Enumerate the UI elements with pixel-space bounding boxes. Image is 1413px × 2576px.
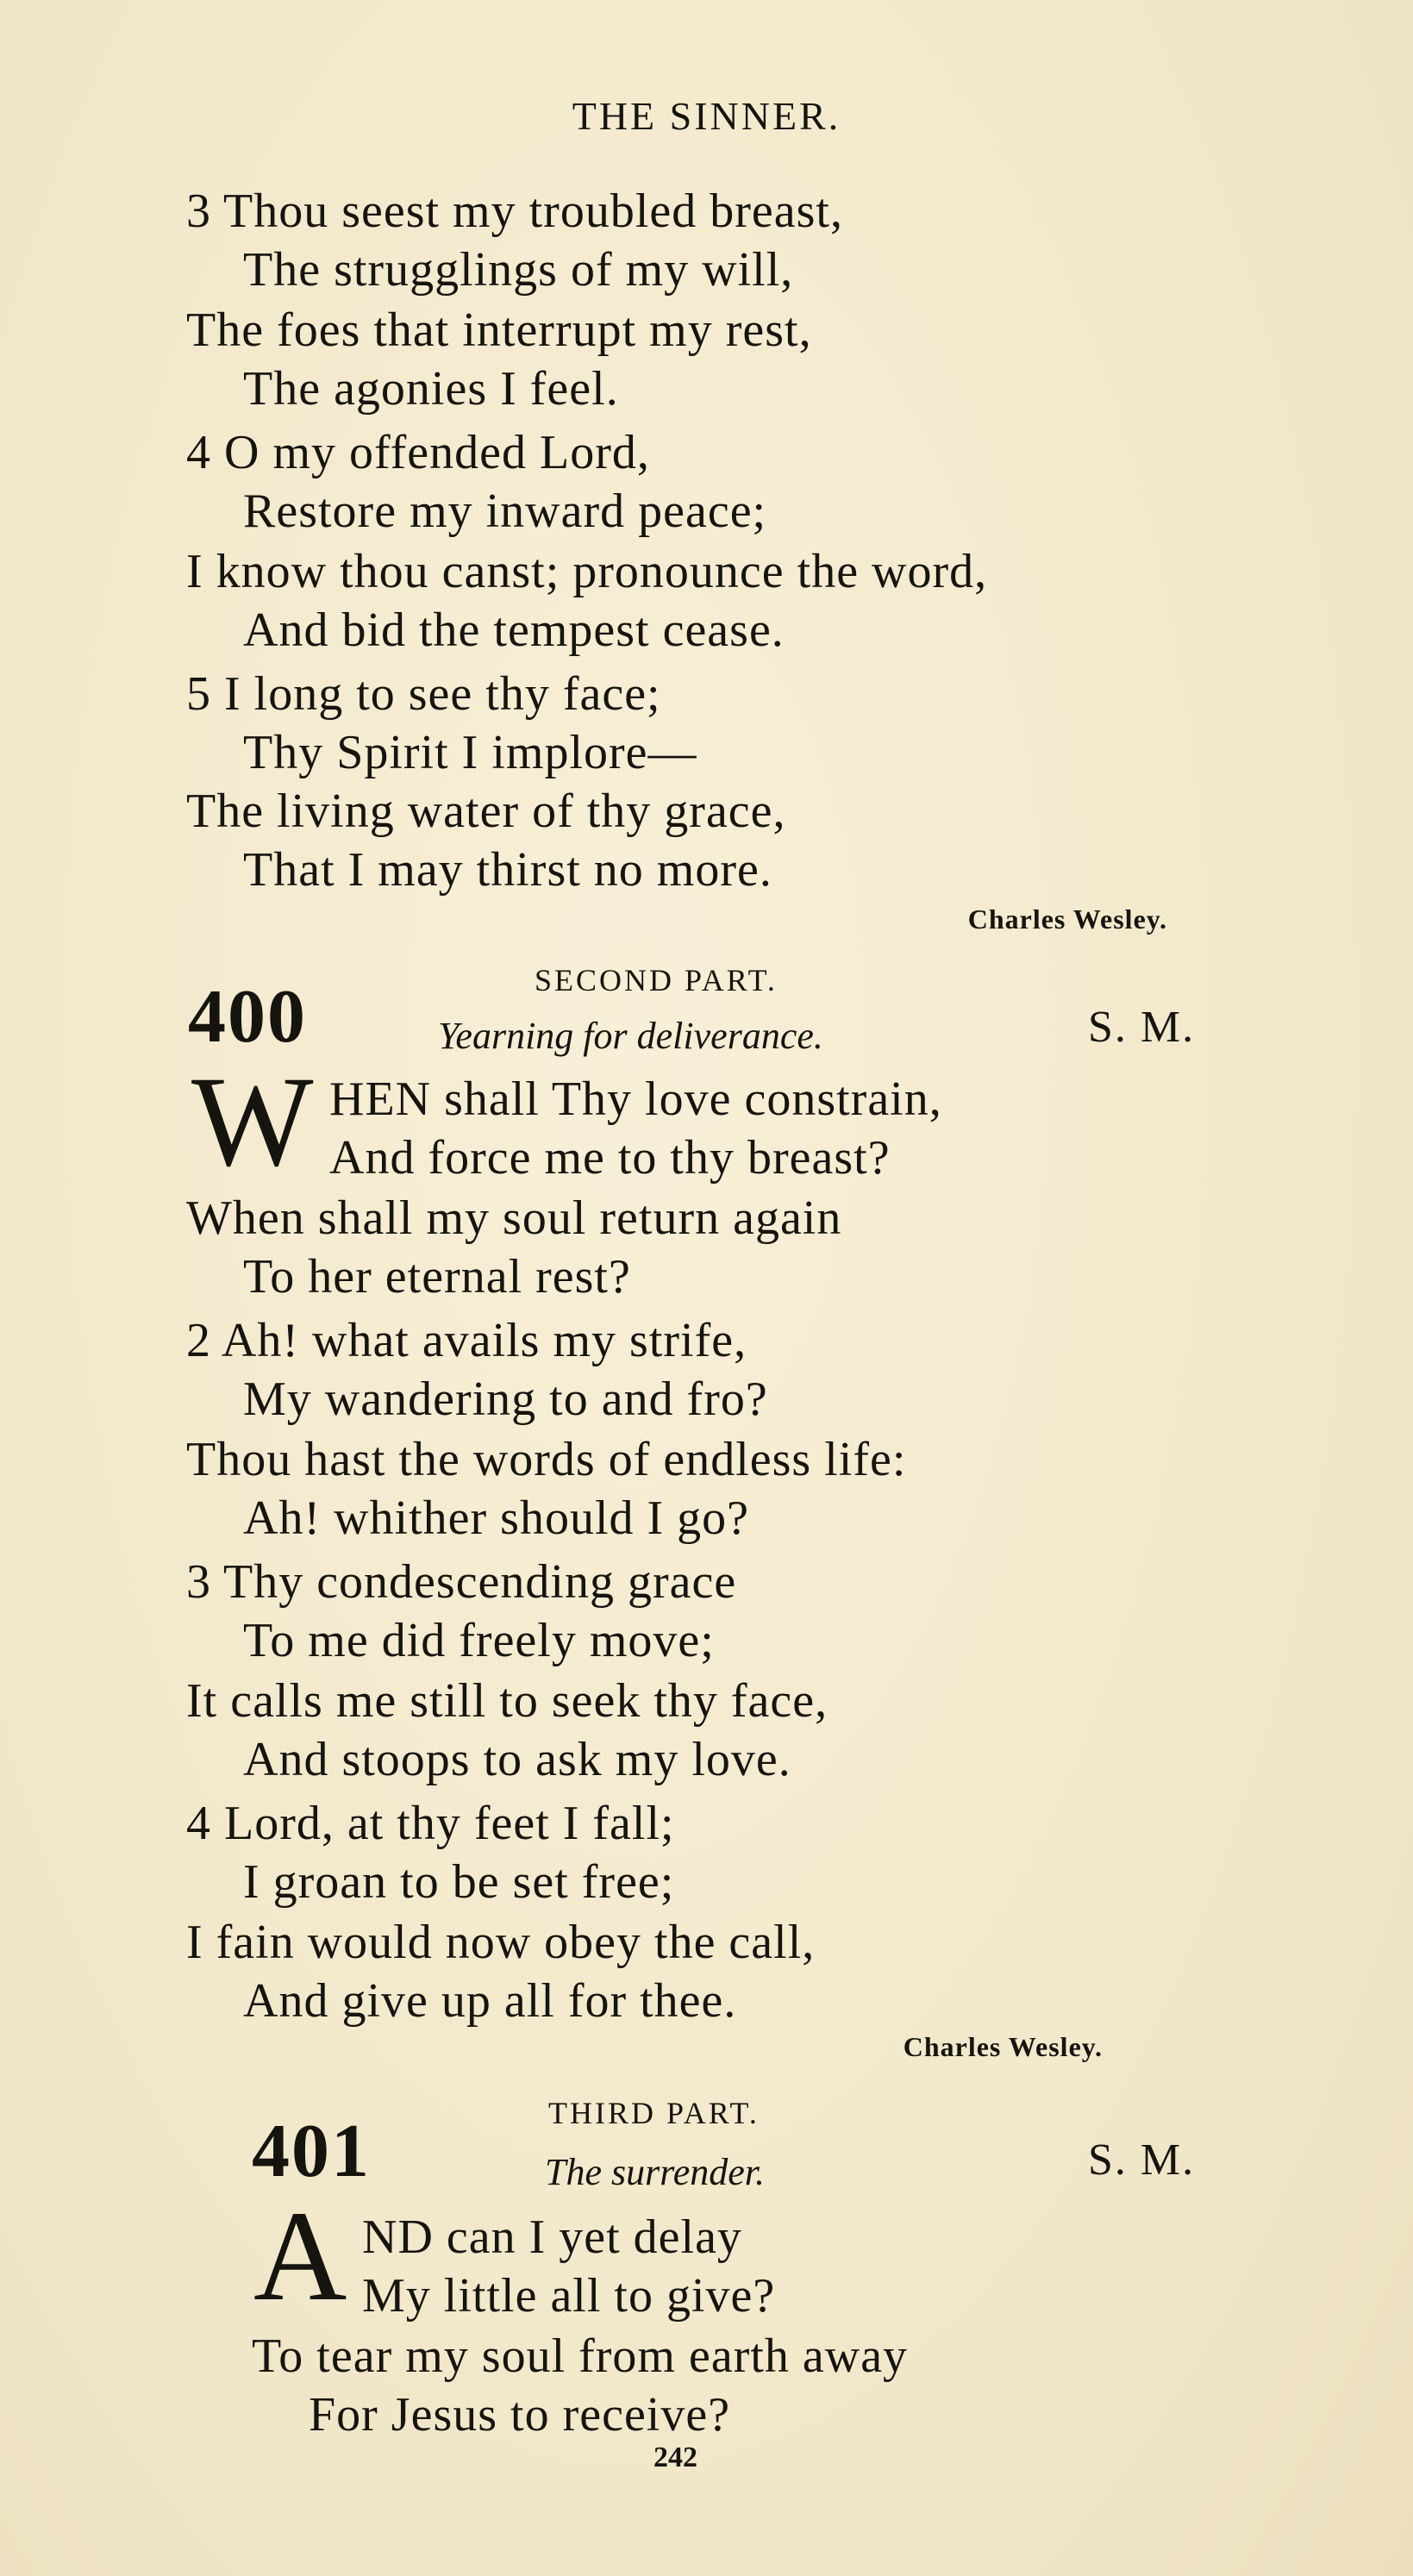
verse-line: And stoops to ask my love. [243,1733,791,1786]
running-head: THE SINNER. [572,94,841,138]
verse-line: And force me to thy breast? [329,1131,891,1185]
verse-line: 4 O my offended Lord, [186,426,650,479]
verse-line: Thy Spirit I implore— [243,726,697,779]
verse-line: Thou hast the words of endless life: [186,1433,907,1486]
drop-cap: A [253,2185,347,2328]
verse-line: That I may thirst no more. [243,843,772,897]
verse-line: My wandering to and fro? [243,1372,768,1426]
verse-line: ND can I yet delay [362,2210,742,2264]
meter-label: S. M. [1088,2135,1196,2185]
page-number: 242 [653,2442,697,2473]
part-label: SECOND PART. [535,963,778,997]
hymn-number: 401 [252,2110,371,2193]
verse-line: To me did freely move; [243,1614,715,1667]
verse-line: 5 I long to see thy face; [186,667,661,721]
verse-line: Restore my inward peace; [243,485,767,538]
verse-line: I groan to be set free; [243,1855,675,1909]
verse-line: I know thou canst; pronounce the word, [186,545,988,598]
hymn-subtitle: The surrender. [545,2151,766,2193]
verse-line: It calls me still to seek thy face, [186,1674,828,1728]
verse-line: The living water of thy grace, [186,785,786,838]
author-credit: Charles Wesley. [903,2031,1103,2062]
verse-line: 2 Ah! what avails my strife, [186,1314,747,1367]
verse-line: And give up all for thee. [243,1974,737,2028]
verse-line: The agonies I feel. [243,362,619,416]
verse-line: And bid the tempest cease. [243,603,785,657]
verse-line: 4 Lord, at thy feet I fall; [186,1797,675,1850]
part-label: THIRD PART. [548,2096,760,2130]
verse-line: To her eternal rest? [243,1250,631,1304]
verse-line: To tear my soul from earth away [252,2329,909,2383]
verse-line: I fain would now obey the call, [186,1916,816,1969]
verse-line: My little all to give? [362,2269,776,2323]
hymn-number: 400 [188,975,307,1059]
verse-line: For Jesus to receive? [309,2388,731,2442]
meter-label: S. M. [1088,1003,1196,1052]
verse-line: When shall my soul return again [186,1191,842,1245]
hymn-subtitle: Yearning for deliverance. [438,1015,823,1057]
verse-line: HEN shall Thy love constrain, [329,1072,942,1126]
drop-cap: W [191,1050,314,1193]
verse-line: 3 Thou seest my troubled breast, [186,184,843,238]
author-credit: Charles Wesley. [967,903,1167,935]
verse-line: Ah! whither should I go? [243,1491,750,1545]
verse-line: The strugglings of my will, [243,243,794,297]
verse-line: 3 Thy condescending grace [186,1555,737,1609]
verse-line: The foes that interrupt my rest, [186,303,812,357]
